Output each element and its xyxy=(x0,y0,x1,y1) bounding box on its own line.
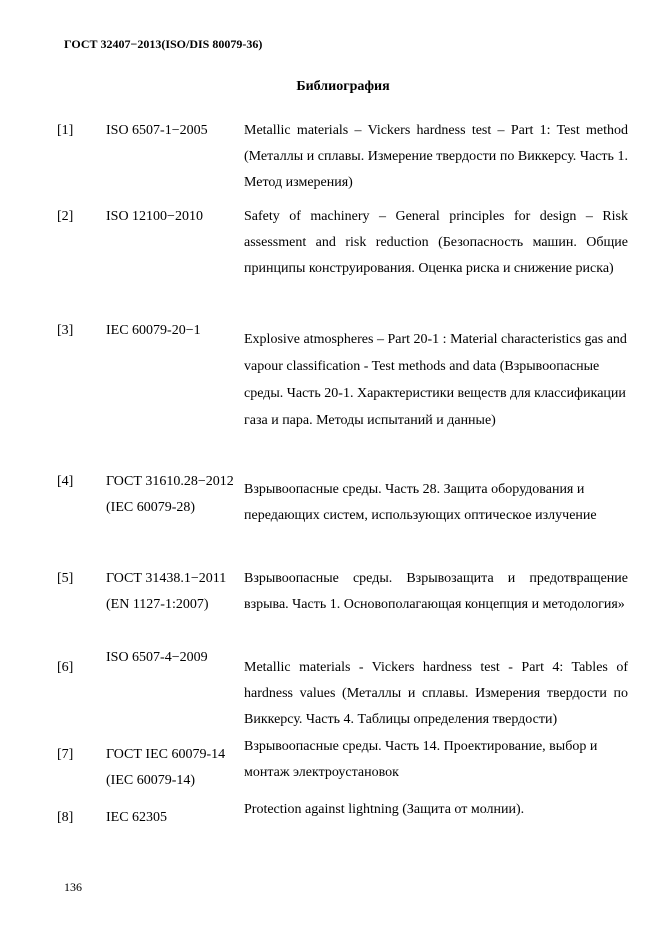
entry-number: [1] xyxy=(57,123,74,138)
entry-code: ГОСТ IEC 60079-14 (IEC 60079-14) xyxy=(106,747,226,788)
entry-code: ISO 6507-1−2005 xyxy=(106,123,208,138)
entry-description: Взрывоопасные среды. Часть 28. Защита оборудования и передающих систем, использующих оптическое излучение xyxy=(244,482,597,523)
entry-description: Protection against lightning (Защита от молнии). xyxy=(244,802,525,817)
entry-code: IEC 62305 xyxy=(106,810,168,825)
entry-code: IEC 60079-20−1 xyxy=(106,323,201,338)
entry-description: Взрывоопасные среды. Взрывозащита и предотвращение взрыва. Часть 1. Основополагающая концепция и методология» xyxy=(244,571,628,612)
entry-number: [3] xyxy=(57,323,74,338)
entry-description: Explosive atmospheres – Part 20-1 : Material characteristics gas and vapour classification - Test methods and data (Взрывоопасные среды. Часть 20-1. Характеристики веществ для классификации газа и пара. Методы испытаний и данные) xyxy=(244,332,627,428)
entry-number: [7] xyxy=(57,747,74,762)
entry-description: Safety of machinery – General principles for design – Risk assessment and risk reduction (Безопасность машин. Общие принципы конструирования. Оценка риска и снижение риска) xyxy=(244,209,628,276)
entry-code: ISO 12100−2010 xyxy=(106,209,203,224)
entry-number: [4] xyxy=(57,474,74,489)
entry-code: ГОСТ 31610.28−2012 (IEC 60079-28) xyxy=(106,474,234,515)
entry-number: [6] xyxy=(57,660,74,675)
entry-description: Metallic materials - Vickers hardness test - Part 4: Tables of hardness values (Металлы и сплавы. Измерения твердости по Виккерсу. Часть 4. Таблицы определения твердости) xyxy=(244,660,628,727)
entry-description: Взрывоопасные среды. Часть 14. Проектирование, выбор и монтаж электроустановок xyxy=(244,739,598,780)
page-title: Библиография xyxy=(296,79,390,94)
entry-number: [8] xyxy=(57,810,74,825)
page-number: 136 xyxy=(64,880,82,894)
entry-code: ISO 6507-4−2009 xyxy=(106,650,208,665)
document-header: ГОСТ 32407−2013(ISO/DIS 80079-36) xyxy=(64,37,263,51)
entry-number: [5] xyxy=(57,571,74,586)
entry-code: ГОСТ 31438.1−2011 (EN 1127-1:2007) xyxy=(106,571,227,612)
entry-number: [2] xyxy=(57,209,74,224)
entry-description: Metallic materials – Vickers hardness test – Part 1: Test method (Металлы и сплавы. Измерение твердости по Виккерсу. Часть 1. Метод измерения) xyxy=(244,123,628,190)
